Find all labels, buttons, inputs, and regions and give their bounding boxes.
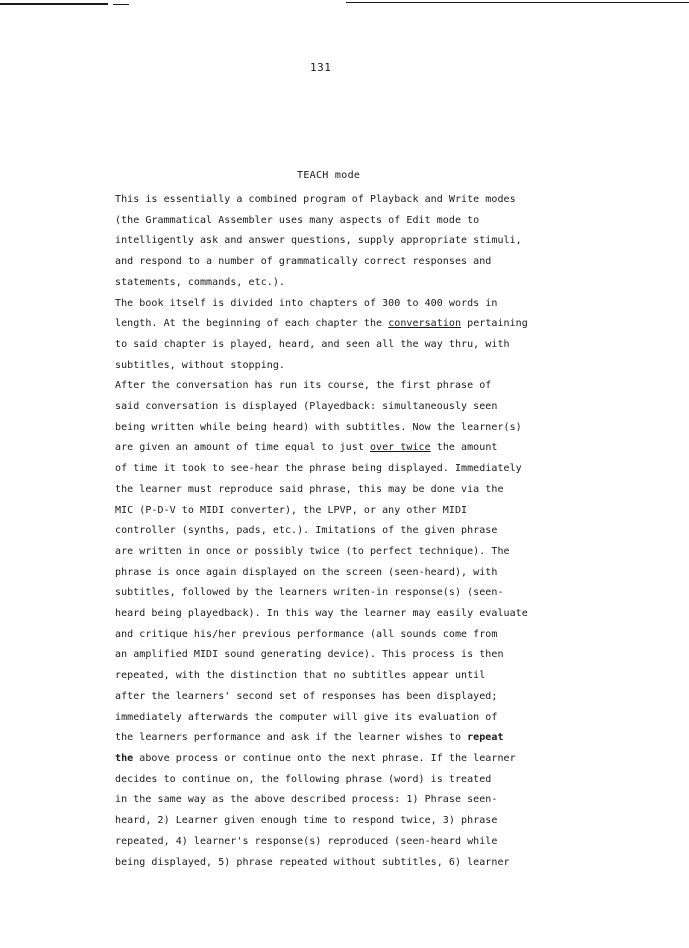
bold-word: the [115,752,134,764]
text-line: heard, 2) Learner given enough time to respond twice, 3) phrase [115,815,498,827]
text-line: are written in once or possibly twice (to perfect technique). The [115,545,510,557]
text-line: length. At the beginning of each chapter the conversation pertaining [115,318,528,330]
text-line: an amplified MIDI sound generating device). This process is then [115,649,504,661]
text-line: the above process or continue onto the next phrase. If the learner [115,752,516,764]
text-line: are given an amount of time equal to just over twice the amount [115,442,498,454]
text-line: intelligently ask and answer questions, supply appropriate stimuli, [115,235,522,247]
text-line: subtitles, without stopping. [115,359,285,371]
page-number: 131 [310,61,332,74]
text-line: phrase is once again displayed on the screen (seen-heard), with [115,566,498,578]
text-line: and respond to a number of grammatically correct responses and [115,256,492,268]
text-line: immediately afterwards the computer will give its evaluation of [115,711,498,723]
text-line: subtitles, followed by the learners writen-in response(s) (seen- [115,587,504,599]
section-title: TEACH mode [297,170,361,181]
text-line: and critique his/her previous performance (all sounds come from [115,628,498,640]
text-line: being displayed, 5) phrase repeated without subtitles, 6) learner [115,856,510,868]
scan-edge-line [0,3,108,5]
text-line: the learner must reproduce said phrase, this may be done via the [115,483,504,495]
text-line: controller (synths, pads, etc.). Imitations of the given phrase [115,525,498,537]
text-line: of time it took to see-hear the phrase being displayed. Immediately [115,463,522,475]
text-line: heard being playedback). In this way the learner may easily evaluate [115,608,528,620]
text-line: The book itself is divided into chapters of 300 to 400 words in [115,297,498,309]
text-line: decides to continue on, the following phrase (word) is treated [115,773,492,785]
text-line: the learners performance and ask if the learner wishes to repeat [115,732,504,744]
text-line: repeated, 4) learner's response(s) reproduced (seen-heard while [115,835,498,847]
bold-word: repeat [467,732,504,744]
text-line: (the Grammatical Assembler uses many aspects of Edit mode to [115,214,480,226]
text-line: to said chapter is played, heard, and seen all the way thru, with [115,338,510,350]
text-line: This is essentially a combined program of Playback and Write modes [115,194,516,205]
text-line: MIC (P-D-V to MIDI converter), the LPVP, or any other MIDI [115,504,468,516]
text-line: in the same way as the above described process: 1) Phrase seen- [115,794,498,806]
underlined-word: over twice [369,442,431,454]
scan-edge-line [113,4,129,5]
text-line: After the conversation has run its course, the first phrase of [115,380,492,392]
text-line: after the learners' second set of responses has been displayed; [115,690,498,702]
body-text [115,190,585,873]
text-line: being written while being heard) with subtitles. Now the learner(s) [115,421,522,433]
underlined-word: conversation [388,318,462,330]
text-line: said conversation is displayed (Playedback: simultaneously seen [115,401,498,413]
text-line: repeated, with the distinction that no subtitles appear until [115,670,486,682]
text-line: statements, commands, etc.). [115,276,285,288]
scan-edge-line [346,2,689,3]
